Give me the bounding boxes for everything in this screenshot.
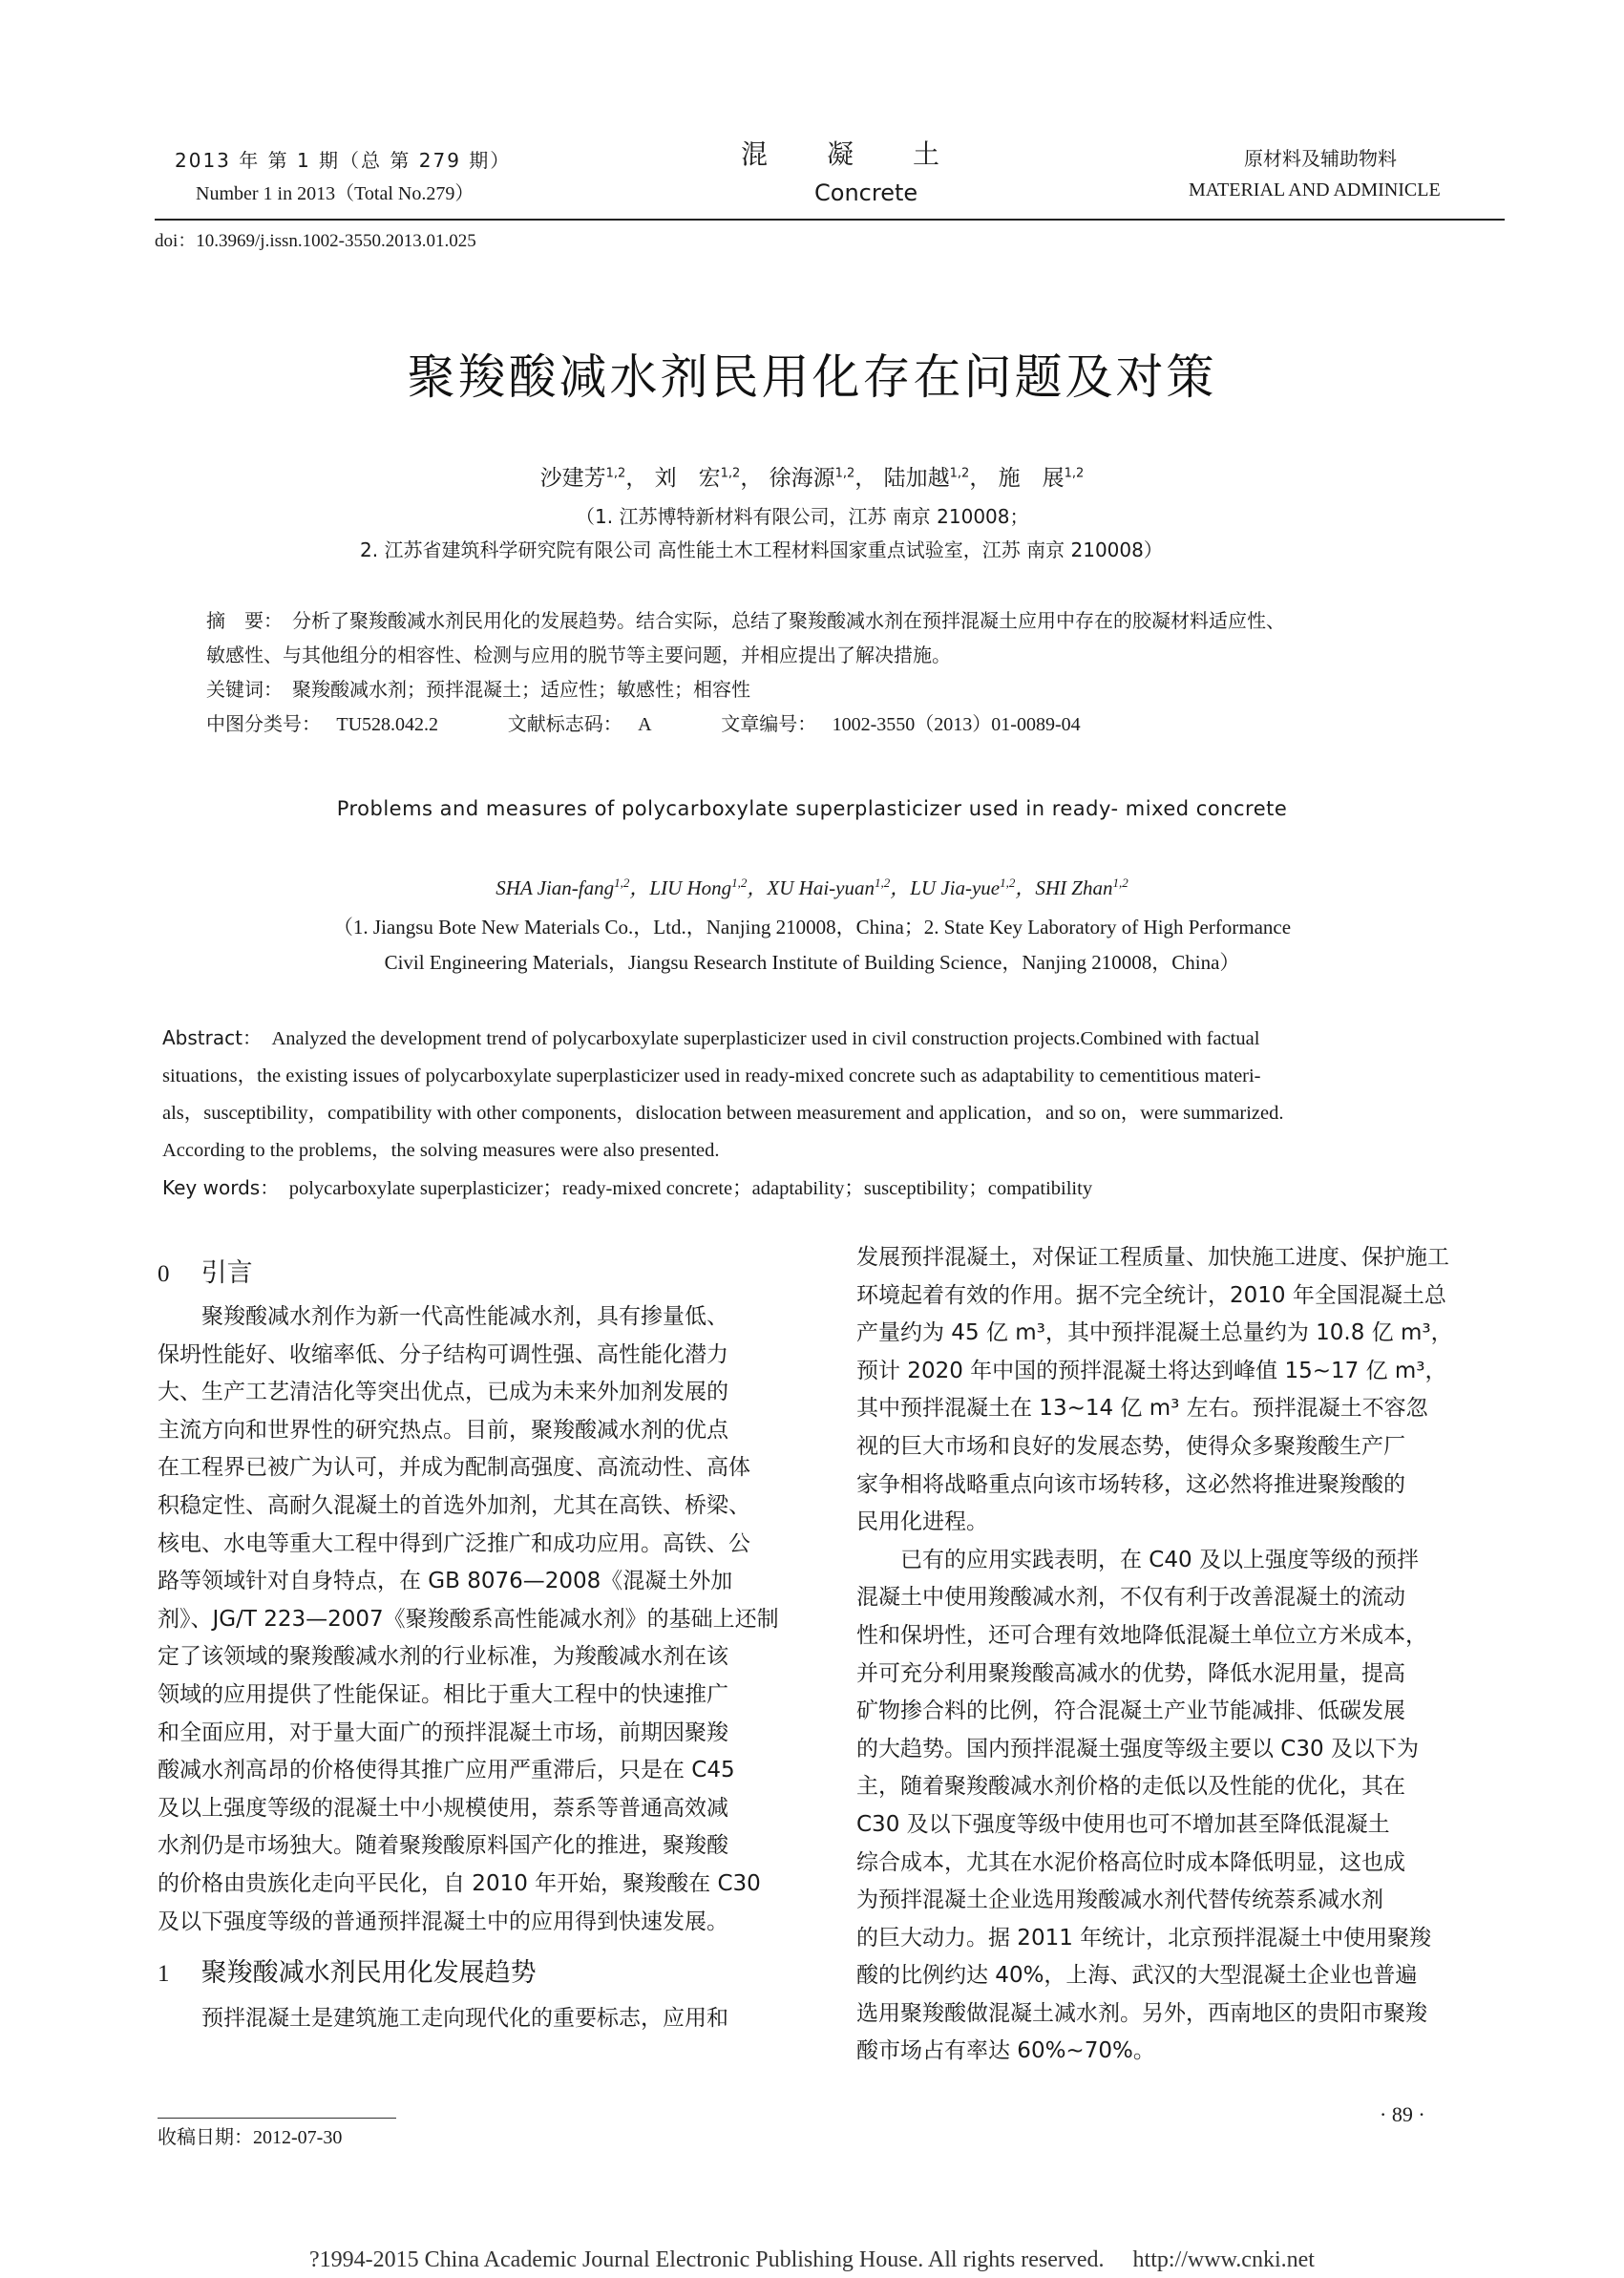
article-no-label: 文章编号： (721, 712, 808, 735)
text-line: 发展预拌混凝土，对保证工程质量、加快施工进度、保护施工 (856, 1245, 1449, 1270)
text-line: 主流方向和世界性的研究热点。目前，聚羧酸减水剂的优点 (158, 1417, 728, 1443)
text-line: 酸的比例约达 40%，上海、武汉的大型混凝土企业也普遍 (856, 1963, 1418, 1989)
text-line: 酸减水剂高昂的价格使得其推广应用严重滞后，只是在 C45 (158, 1758, 735, 1783)
text-line: 预计 2020 年中国的预拌混凝土将达到峰值 15~17 亿 m³， (856, 1358, 1447, 1383)
section1-paragraph-2 (856, 1542, 1504, 2071)
text-line: 矿物掺合料的比例，符合混凝土产业节能减排、低碳发展 (856, 1698, 1405, 1724)
affiliation-1: （1. 江苏博特新材料有限公司，江苏 南京 210008； (576, 505, 1029, 528)
doc-code-label: 文献标志码： (507, 712, 613, 735)
section-heading: 引言 (200, 1258, 253, 1288)
keywords-en: polycarboxylate superplasticizer；ready-mixed concrete；adaptability；susceptibility；compatibility (288, 1178, 1093, 1199)
abstract-cn: 摘 要： 分析了聚羧酸减水剂民用化的发展趋势。结合实际，总结了聚羧酸减水剂在预拌混凝土应用中存在的胶凝材料适应性、 敏感性、与其他组分的相容性、检测与应用的脱节等主要问题，并相应提出了解决措施。 关键词： 聚羧酸减水剂；预拌混凝土；适应性；敏感性；相容性 中图分类号： TU528.042.2 文献标志码： A 文章编号： 1002-3550（2013）01-0089-04 (206, 609, 1285, 735)
paper-title: 聚羧酸减水剂民用化存在问题及对策 (407, 349, 1217, 405)
text-line: 剂》、JG/T 223—2007《聚羧酸系高性能减水剂》的基础上还制 (158, 1606, 779, 1632)
text-line: 混凝土中使用羧酸减水剂，不仅有利于改善混凝土的流动 (856, 1585, 1405, 1611)
doc-code: A (638, 714, 652, 735)
author: 刘 宏 (654, 466, 721, 491)
text-line: 水剂仍是市场独大。随着聚羧酸原料国产化的推进，聚羧酸 (158, 1833, 728, 1859)
keywords-en-label: Key words： (162, 1176, 270, 1199)
header-rule (155, 219, 1505, 221)
journal-name-en: Concrete (814, 179, 918, 206)
text-line: 产量约为 45 亿 m³，其中预拌混凝土总量约为 10.8 亿 m³， (856, 1320, 1453, 1346)
clc-label: 中图分类号： (206, 712, 311, 735)
author: 沙建芳 (539, 466, 606, 491)
section-number: 0 (158, 1261, 170, 1287)
affiliation-en-2: Civil Engineering Materials，Jiangsu Research Institute of Building Science，Nanjing 210008，China） (384, 951, 1240, 974)
text-line: 在工程界已被广为认可，并成为配制高强度、高流动性、高体 (158, 1455, 750, 1481)
text-line: 核电、水电等重大工程中得到广泛推广和成功应用。高铁、公 (158, 1530, 750, 1556)
keywords-cn: 聚羧酸减水剂；预拌混凝土；适应性；敏感性；相容性 (292, 678, 750, 701)
paper-title-en: Problems and measures of polycarboxylate superplasticizer used in ready- mixed concrete (336, 797, 1288, 820)
abstract-label: 摘 要： (206, 609, 273, 632)
clc-code: TU528.042.2 (336, 714, 439, 735)
issue-cn: 2013 年 第 1 期（总 第 279 期） (175, 149, 512, 172)
text-line: 的价格由贵族化走向平民化，自 2010 年开始，聚羧酸在 C30 (158, 1870, 761, 1896)
text-line: 已有的应用实践表明，在 C40 及以上强度等级的预拌 (900, 1547, 1419, 1572)
section-en: MATERIAL AND ADMINICLE (1189, 179, 1441, 200)
section-cn: 原材料及辅助物料 (1244, 147, 1397, 170)
text-line: 聚羧酸减水剂作为新一代高性能减水剂，具有掺量低、 (201, 1304, 728, 1329)
section1-paragraph-1 (856, 1239, 1504, 1542)
text-line: 路等领域针对自身特点，在 GB 8076—2008《混凝土外加 (158, 1569, 733, 1594)
issue-en: Number 1 in 2013（Total No.279） (196, 183, 475, 204)
journal-name-cn: 混 凝 土 (741, 138, 942, 170)
page-number: · 89 · (1380, 2102, 1425, 2126)
text-line: 和全面应用，对于量大面广的预拌混凝土市场，前期因聚羧 (158, 1719, 728, 1745)
copyright-footer: ?1994-2015 China Academic Journal Electronic Publishing House. All rights reserved. http://www.cnki.net (309, 2247, 1315, 2272)
right-column (856, 1239, 1504, 2071)
text-line: 保坍性能好、收缩率低、分子结构可调性强、高性能化潜力 (158, 1341, 728, 1367)
text-line: 综合成本，尤其在水泥价格高位时成本降低明显，这也成 (856, 1849, 1405, 1875)
text-line: 的巨大动力。据 2011 年统计，北京预拌混凝土中使用聚羧 (856, 1925, 1432, 1951)
section-number: 1 (158, 1961, 170, 1988)
text-line: 为预拌混凝土企业选用羧酸减水剂代替传统萘系减水剂 (856, 1888, 1383, 1913)
text-line: 主，随着聚羧酸减水剂价格的走低以及性能的优化，其在 (856, 1774, 1405, 1800)
text-line: 选用聚羧酸做混凝土减水剂。另外，西南地区的贵阳市聚羧 (856, 2000, 1427, 2026)
keywords-label: 关键词： (206, 678, 273, 701)
text-line: 及以上强度等级的混凝土中小规模使用，萘系等普通高效减 (158, 1795, 728, 1821)
text-line: 视的巨大市场和良好的发展态势，使得众多聚羧酸生产厂 (856, 1433, 1405, 1459)
text-line: 大、生产工艺清洁化等突出优点，已成为未来外加剂发展的 (158, 1380, 728, 1405)
affiliation-2: 2. 江苏省建筑科学研究院有限公司 高性能土木工程材料国家重点试验室，江苏 南京 210008） (360, 538, 1163, 561)
text-line: C30 及以下强度等级中使用也可不增加甚至降低混凝土 (856, 1811, 1390, 1837)
text-line: 其中预拌混凝土在 13~14 亿 m³ 左右。预拌混凝土不容忽 (856, 1396, 1428, 1422)
text-line: 定了该领域的聚羧酸减水剂的行业标准，为羧酸减水剂在该 (158, 1644, 728, 1670)
abstract-en-label: Abstract： (162, 1026, 252, 1049)
text-line: 积稳定性、高耐久混凝土的首选外加剂，尤其在高铁、桥梁、 (158, 1492, 750, 1518)
footnote-rule (158, 2118, 396, 2119)
text-line: 民用化进程。 (856, 1509, 988, 1535)
left-column (158, 1249, 807, 2038)
text-line: 的大趋势。国内预拌混凝土强度等级主要以 C30 及以下为 (856, 1736, 1419, 1761)
text-line: 酸市场占有率达 60%~70%。 (856, 2038, 1155, 2064)
received-date: 收稿日期：2012-07-30 (158, 2125, 343, 2148)
intro-paragraph (158, 1298, 807, 1941)
text-line: 及以下强度等级的普通预拌混凝土中的应用得到快速发展。 (158, 1909, 728, 1934)
author: 徐海源 (769, 466, 835, 491)
author-list-en: SHA Jian-fang$^{1,2}$，LIU Hong$^{1,2}$，XU Hai-yuan$^{1,2}$，LU Jia-yue$^{1,2}$，SHI Zhan$^{1,2}$ (496, 875, 1128, 899)
doi: doi：10.3969/j.issn.1002-3550.2013.01.025 (155, 231, 476, 251)
abstract-en: Abstract： Analyzed the development trend of polycarboxylate superplasticizer used in civil construction projects.Combined with factual situations，the existing issues of polycarboxylate superplasticizer used in ready-mixed concrete such as adaptability to cementitious materi- als，susceptibility，compatibility with other components，dislocation between measurement and application，and so on，were summarized. According to the problems，the solving measures were also presented. Key words： polycarboxylate superplasticizer；ready-mixed concrete；adaptability；susceptibility；compatibility (162, 1026, 1284, 1199)
author-list: 沙建芳$^{1,2}$， 刘 宏$^{1,2}$， 徐海源$^{1,2}$， 陆加越$^{1,2}$， 施 展$^{1,2}$ (539, 466, 1085, 491)
text-line: 环境起着有效的作用。据不完全统计，2010 年全国混凝土总 (856, 1282, 1446, 1308)
text-line: 家争相将战略重点向该市场转移，这必然将推进聚羧酸的 (856, 1471, 1405, 1497)
affiliation-en-1: （1. Jiangsu Bote New Materials Co.，Ltd.，Nanjing 210008，China；2. State Key Laboratory of High Performance (332, 916, 1292, 939)
author: 施 展 (998, 466, 1065, 491)
text-line: 性和保坍性，还可合理有效地降低混凝土单位立方米成本， (856, 1622, 1427, 1648)
article-no: 1002-3550（2013）01-0089-04 (832, 714, 1081, 735)
section1-first-line: 预拌混凝土是建筑施工走向现代化的重要标志，应用和 (201, 2006, 728, 2032)
text-line: 领域的应用提供了性能保证。相比于重大工程中的快速推广 (158, 1681, 728, 1707)
section-heading: 聚羧酸减水剂民用化发展趋势 (200, 1958, 537, 1989)
author: 陆加越 (883, 466, 950, 491)
text-line: 并可充分利用聚羧酸高减水的优势，降低水泥用量，提高 (856, 1660, 1405, 1686)
